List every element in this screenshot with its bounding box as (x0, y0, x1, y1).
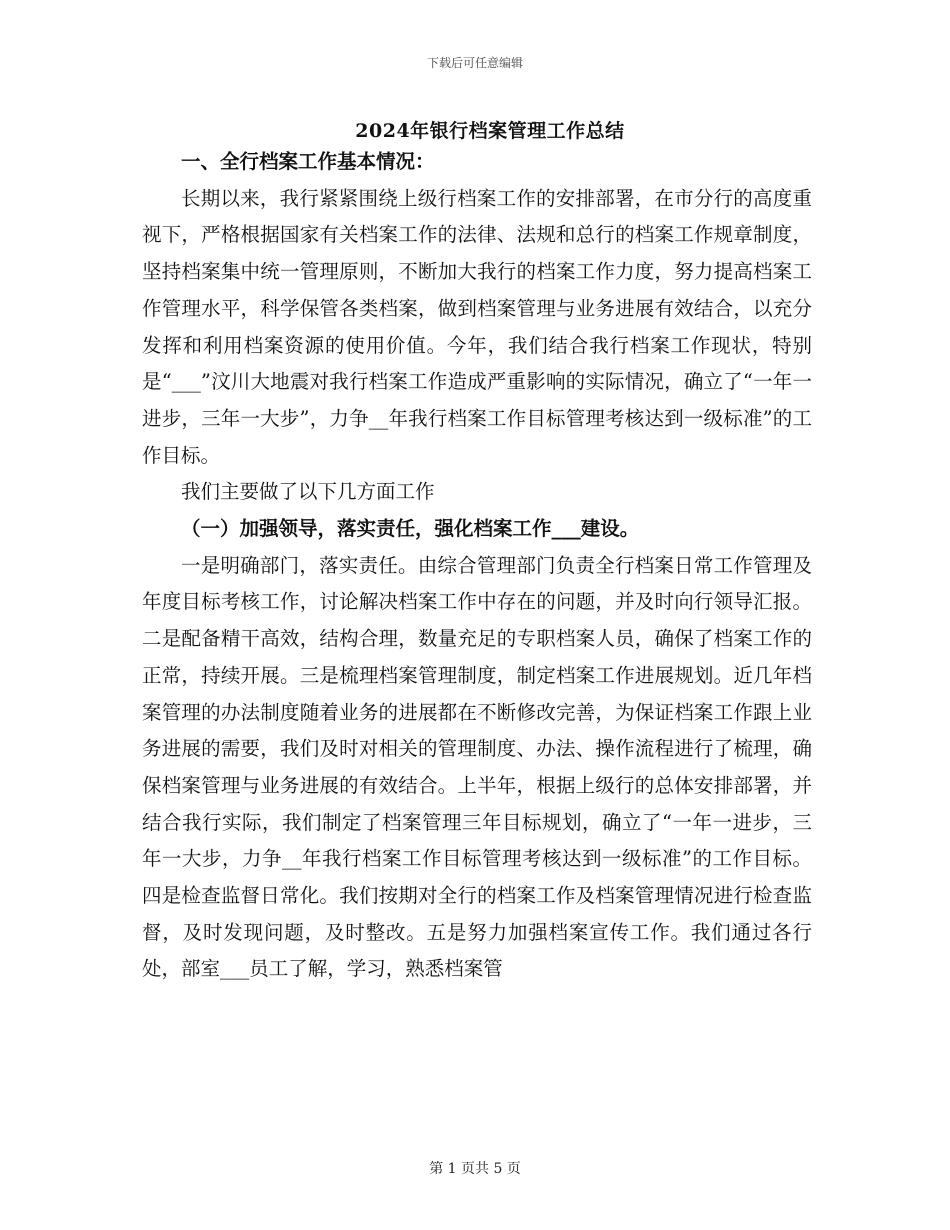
document-title: 2024年银行档案管理工作总结 (355, 120, 625, 142)
paragraph: 我们主要做了以下几方面工作 (181, 480, 435, 504)
section-heading: 一、全行档案工作基本情况： (181, 150, 435, 173)
paragraph: 长期以来，我行紧紧围绕上级行档案工作的安排部署，在市分行的高度重视下，严格根据国家有关档案工作的法律、法规和总行的档案工作规章制度，坚持档案集中统一管理原则，不断加大我行的档案工作力度，努力提高档案工作管理水平，科学保管各类档案，做到档案管理与业务进展有效结合，以充分发挥和利用档案资源的使用价值。今年，我们结合我行档案工作现状，特别是“___”汶川大地震对我行档案工作造成严重影响的实际情况，确立了“一年一进步，三年一大步”，力争__年我行档案工作目标管理考核达到一级标准”的工作目标。 (142, 186, 812, 467)
page-number: 第 1 页共 5 页 (429, 1161, 521, 1177)
document-body (142, 144, 812, 988)
header-note: 下载后可任意编辑 (426, 56, 523, 70)
subsection-heading: （一）加强领导，落实责任，强化档案工作___建设。 (181, 517, 640, 541)
paragraph: 一是明确部门，落实责任。由综合管理部门负责全行档案日常工作管理及年度目标考核工作，讨论解决档案工作中存在的问题，并及时向行领导汇报。二是配备精干高效，结构合理，数量充足的专职档案人员，确保了档案工作的正常，持续开展。三是梳理档案管理制度，制定档案工作进展规划。近几年档案管理的办法制度随着业务的进展都在不断修改完善，为保证档案工作跟上业务进展的需要，我们及时对相关的管理制度、办法、操作流程进行了梳理，确保档案管理与业务进展的有效结合。上半年，根据上级行的总体安排部署，并结合我行实际，我们制定了档案管理三年目标规划，确立了“一年一进步，三年一大步，力争__年我行档案工作目标管理考核达到一级标准”的工作目标。四是检查监督日常化。我们按期对全行的档案工作及档案管理情况进行检查监督，及时发现问题，及时整改。五是努力加强档案宣传工作。我们通过各行处，部室___员工了解，学习，熟悉档案管 (142, 553, 812, 981)
